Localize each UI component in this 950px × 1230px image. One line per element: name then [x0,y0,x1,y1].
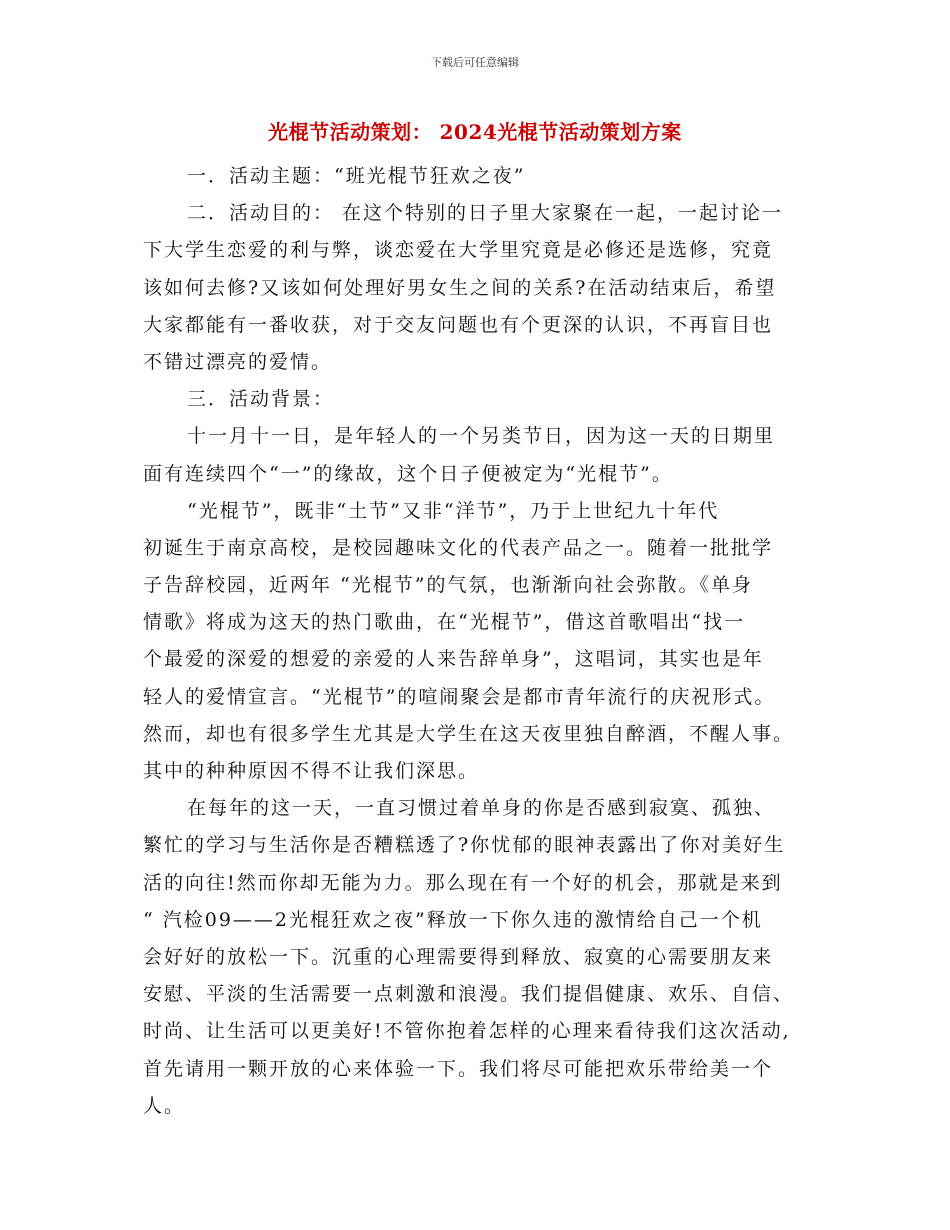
header-note: 下载后可任意编辑 [431,56,519,69]
paragraph-line: 大家都能有一番收获，对于交友问题也有个更深的认识，不再盲目也 [143,313,774,336]
paragraph-line: 不错过漂亮的爱情。 [143,350,333,373]
paragraph-line: 面有连续四个“一”的缘故，这个日子便被定为“光棍节”。 [143,462,673,485]
paragraph-line: 情歌》将成为这天的热门歌曲，在“光棍节”，借这首歌唱出“找一 [143,611,746,634]
paragraph-line: 其中的种种原因不得不让我们深思。 [143,760,480,782]
paragraph-line: 子告辞校园，近两年 “光棍节”的气氛，也渐渐向社会弥散。《单身 [143,574,753,597]
paragraph-line: 十一月十一日，是年轻人的一个另类节日，因为这一天的日期里 [187,425,776,448]
paragraph-line: 首先请用一颗开放的心来体验一下。我们将尽可能把欢乐带给美一个 [143,1057,774,1080]
paragraph-line: 繁忙的学习与生活你是否糟糕透了?你忧郁的眼神表露出了你对美好生 [143,834,786,857]
paragraph-line: 安慰、平淡的生活需要一点刺激和浪漫。我们提倡健康、欢乐、自信、 [143,983,795,1006]
paragraph-line: “光棍节”，既非“土节”又非“洋节”，乃于上世纪九十年代 [187,499,720,522]
section-heading: 一．活动主题：“班光棍节狂欢之夜” [187,165,526,187]
paragraph-line: 人。 [143,1094,186,1117]
paragraph-line: 初诞生于南京高校，是校园趣味文化的代表产品之一。随着一批批学 [143,536,774,559]
paragraph-line: 时尚、让生活可以更美好!不管你抱着怎样的心理来看待我们这次活动, [143,1020,791,1043]
section-heading: 三．活动背景： [187,388,335,411]
paragraph-line: 该如何去修?又该如何处理好男女生之间的关系?在活动结束后，希望 [143,276,777,299]
paragraph-line: “ 汽检09——2光棍狂欢之夜”释放一下你久违的激情给自己一个机 [143,908,763,931]
paragraph-line: 轻人的爱情宣言。“光棍节”的喧闹聚会是都市青年流行的庆祝形式。 [143,685,776,708]
document-body [143,158,823,1125]
paragraph-line: 会好好的放松一下。沉重的心理需要得到释放、寂寞的心需要朋友来 [143,945,774,968]
paragraph-line: 个最爱的深爱的想爱的亲爱的人来告辞单身”，这唱词，其实也是年 [143,648,764,671]
paragraph-line: 二．活动目的： 在这个特别的日子里大家聚在一起，一起讨论一 [187,202,784,225]
paragraph-line: 下大学生恋爱的利与弊，谈恋爱在大学里究竟是必修还是选修，究竟 [143,239,774,262]
paragraph-line: 然而，却也有很多学生尤其是大学生在这天夜里独自醉酒，不醒人事。 [143,722,795,745]
document-title: 光棍节活动策划： 2024光棍节活动策划方案 [268,120,682,144]
paragraph-line: 在每年的这一天，一直习惯过着单身的你是否感到寂寞、孤独、 [187,797,776,820]
paragraph-line: 活的向往!然而你却无能为力。那么现在有一个好的机会，那就是来到 [143,871,783,894]
